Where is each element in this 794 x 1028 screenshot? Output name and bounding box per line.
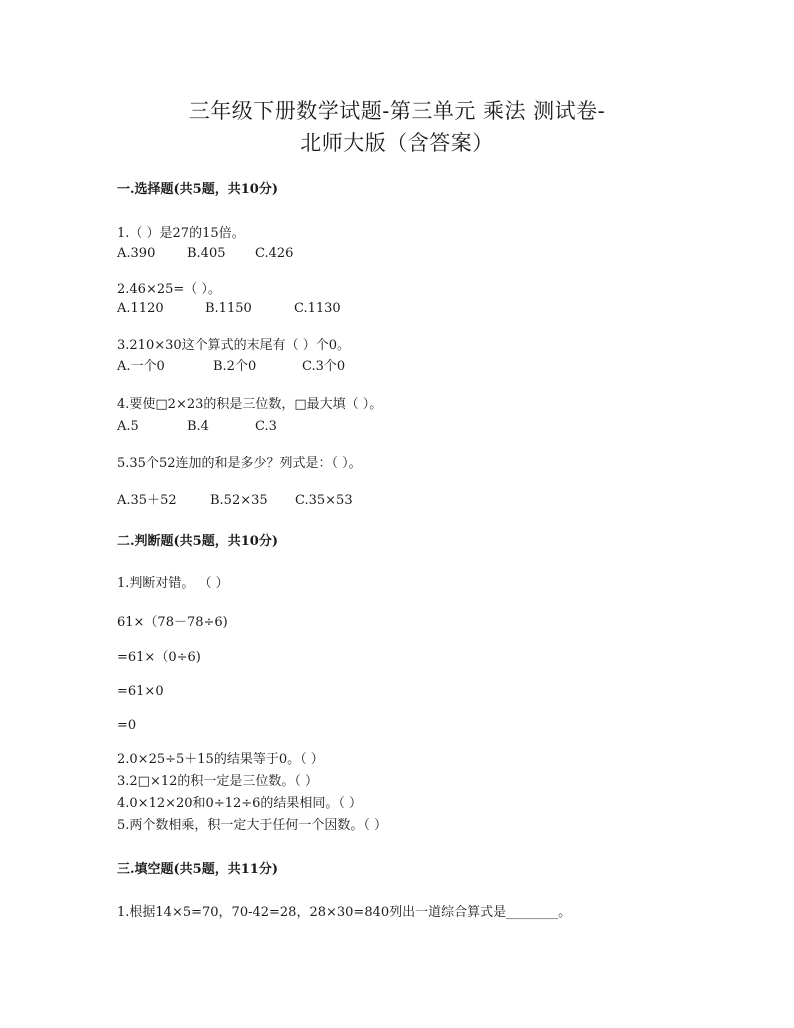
option-b: B.4 [187,419,209,434]
question-stem: 2.0×25÷5＋15的结果等于0。（ ） [117,752,324,767]
option-a: A.1120 [117,301,164,316]
option-a: A.390 [117,246,156,261]
question-stem: 4.0×12×20和0÷12÷6的结果相同。（ ） [117,796,363,811]
option-b: B.405 [187,246,226,261]
option-c: C.3个0 [302,359,346,374]
question-stem: 5.两个数相乘，积一定大于任何一个因数。（ ） [117,818,388,833]
option-b: B.2个0 [213,359,257,374]
question-stem: 2.46×25=（ ）。 [117,282,221,297]
question-stem: 1.（ ）是27的15倍。 [117,226,245,241]
option-a: A.35＋52 [117,493,177,508]
page-title-line1: 三年级下册数学试题-第三单元 乘法 测试卷- [188,99,606,123]
question-stem: 3.210×30这个算式的末尾有（ ）个0。 [117,338,351,353]
option-b: B.52×35 [210,493,268,508]
question-stem: 1.根据14×5=70，70-42=28，28×30=840列出一道综合算式是________。 [117,905,572,920]
question-stem: 4.要使□2×23的积是三位数，□最大填（ ）。 [117,397,383,412]
section-heading-fill: 三.填空题(共5题，共11分) [117,862,278,877]
option-c: C.1130 [294,301,341,316]
section-heading-choice: 一.选择题(共5题，共10分) [117,182,278,197]
calc-step: =0 [117,718,137,733]
calc-step: =61×0 [117,684,164,699]
question-stem: 1.判断对错。 （ ） [117,576,229,591]
question-stem: 5.35个52连加的和是多少？列式是：（ ）。 [117,456,362,471]
question-stem: 3.2□×12的积一定是三位数。（ ） [117,774,319,789]
page-title-line2: 北师大版（含答案） [300,131,494,155]
option-b: B.1150 [205,301,252,316]
option-c: C.426 [255,246,294,261]
option-a: A.5 [117,419,139,434]
option-c: C.35×53 [295,493,353,508]
option-a: A.一个0 [117,359,165,374]
calc-step: =61×（0÷6) [117,650,201,665]
calc-step: 61×（78－78÷6) [117,615,228,630]
section-heading-judge: 二.判断题(共5题，共10分) [117,534,278,549]
option-c: C.3 [255,419,277,434]
